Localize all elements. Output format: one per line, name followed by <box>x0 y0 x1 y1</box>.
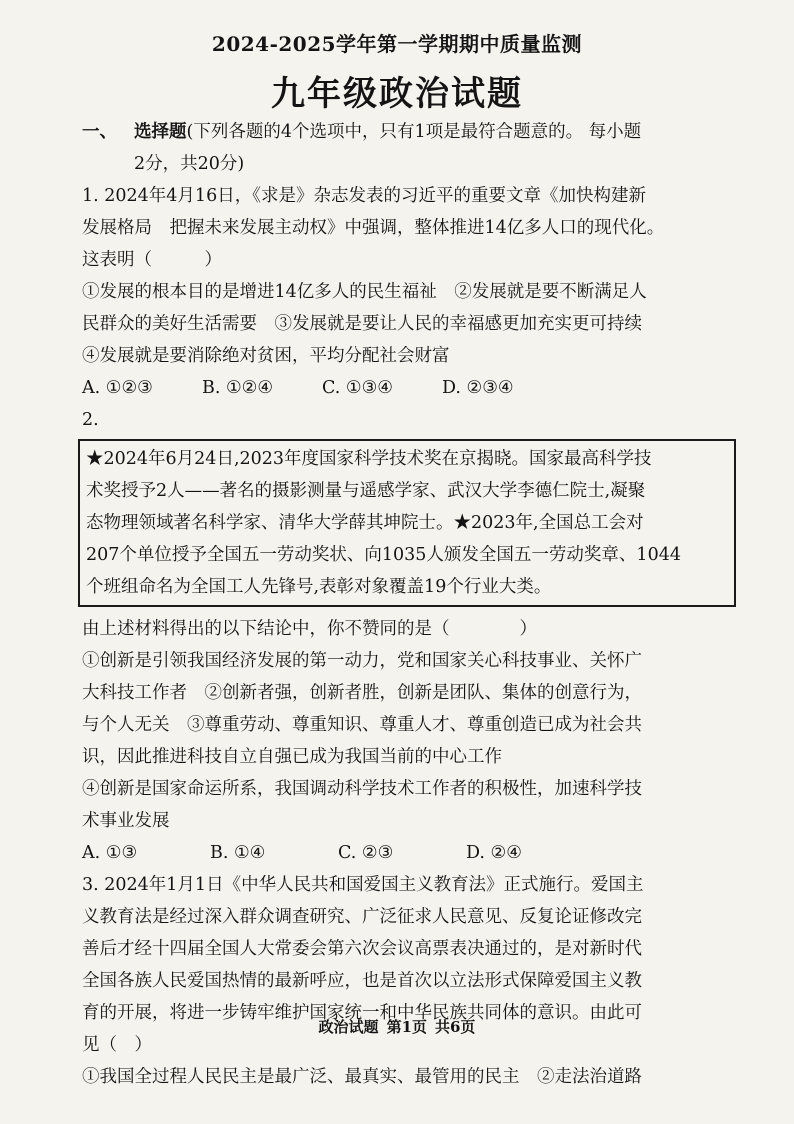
q2-option-b: B. ①④ <box>210 843 266 863</box>
exam-content <box>82 116 732 1093</box>
question-3 <box>82 869 732 1093</box>
q1-line: 1. 2024年4月16日，《求是》杂志发表的习近平的重要文章《加快构建新 <box>82 186 646 206</box>
q2-option-c: C. ②③ <box>338 843 394 863</box>
q2-number: 2. <box>82 410 99 430</box>
q1-statement: ④发展就是要消除绝对贫困，平均分配社会财富 <box>82 346 450 366</box>
section-number: 一、 <box>82 122 117 142</box>
q3-line: 3. 2024年1月1日《中华人民共和国爱国主义教育法》正式施行。爱国主 <box>82 875 644 895</box>
q3-line: 育的开展，将进一步铸牢维护国家统一和中华民族共同体的意识。由此可 <box>82 1003 642 1023</box>
section-title: 选择题 <box>134 122 187 142</box>
q1-option-d: D. ②③④ <box>442 378 514 398</box>
q2-statement: 大科技工作者 ②创新者强，创新者胜，创新是团队、集体的创意行为， <box>82 683 642 703</box>
q2-statement: ④创新是国家命运所系，我国调动科学技术工作者的积极性，加速科学技 <box>82 779 642 799</box>
exam-name: 2024-2025学年第一学期期中质量监测 <box>211 32 583 56</box>
q2-material-line: 207个单位授予全国五一劳动奖状、向1035人颁发全国五一劳动奖章、1044 <box>86 545 681 565</box>
q1-option-c: C. ①③④ <box>322 378 393 398</box>
q1-statement: 民群众的美好生活需要 ③发展就是要让人民的幸福感更加充实更可持续 <box>82 314 642 334</box>
q3-line: 义教育法是经过深入群众调查研究、广泛征求人民意见、反复论证修改完 <box>82 907 642 927</box>
q3-line: 见（ ） <box>82 1035 152 1055</box>
q2-stem: 由上述材料得出的以下结论中，你不赞同的是（ ） <box>82 619 537 639</box>
section-heading <box>82 116 732 148</box>
q1-options <box>82 372 732 404</box>
section-instructions-2: 2分，共20分) <box>134 154 245 174</box>
page-footer <box>0 1016 794 1037</box>
q3-line: 全国各族人民爱国热情的最新呼应，也是首次以立法形式保障爱国主义教 <box>82 971 642 991</box>
footer-page: 第1页 <box>386 1018 427 1036</box>
q3-line: 善后才经十四届全国人大常委会第六次会议高票表决通过的，是对新时代 <box>82 939 642 959</box>
q1-option-a: A. ①②③ <box>82 378 153 398</box>
q2-options <box>82 837 732 869</box>
q2-material-line: 个班组命名为全国工人先锋号,表彰对象覆盖19个行业大类。 <box>86 577 552 597</box>
q3-statement: ①我国全过程人民民主是最广泛、最真实、最管用的民主 ②走法治道路 <box>82 1067 642 1087</box>
q2-material-line: 态物理领域著名科学家、清华大学薛其坤院士。★2023年,全国总工会对 <box>86 513 644 533</box>
q2-statement: ①创新是引领我国经济发展的第一动力，党和国家关心科技事业、关怀广 <box>82 651 642 671</box>
q2-material-box <box>78 439 736 607</box>
section-instructions-1: (下列各题的4个选项中，只有1项是最符合题意的。 每小题 <box>186 122 642 142</box>
question-1 <box>82 180 732 404</box>
q2-material-line: 术奖授予2人——著名的摄影测量与遥感学家、武汉大学李德仁院士,凝聚 <box>86 481 646 501</box>
q2-statement: 识，因此推进科技自立自强已成为我国当前的中心工作 <box>82 747 502 767</box>
footer-subject: 政治试题 <box>318 1018 379 1036</box>
question-2 <box>82 404 732 869</box>
q1-line: 这表明（ ） <box>82 250 222 270</box>
q2-option-a: A. ①③ <box>82 843 138 863</box>
footer-total: 共6页 <box>435 1018 476 1036</box>
q2-statement: 术事业发展 <box>82 811 170 831</box>
q2-material-line: ★2024年6月24日,2023年度国家科学技术奖在京揭晓。国家最高科学技 <box>86 449 652 469</box>
q1-line: 发展格局 把握未来发展主动权》中强调，整体推进14亿多人口的现代化。 <box>82 218 665 238</box>
q1-statement: ①发展的根本目的是增进14亿多人的民生福祉 ②发展就是要不断满足人 <box>82 282 647 302</box>
q1-option-b: B. ①②④ <box>202 378 274 398</box>
page-title: 九年级政治试题 <box>271 74 523 114</box>
q2-option-d: D. ②④ <box>466 843 522 863</box>
q2-statement: 与个人无关 ③尊重劳动、尊重知识、尊重人才、尊重创造已成为社会共 <box>82 715 642 735</box>
